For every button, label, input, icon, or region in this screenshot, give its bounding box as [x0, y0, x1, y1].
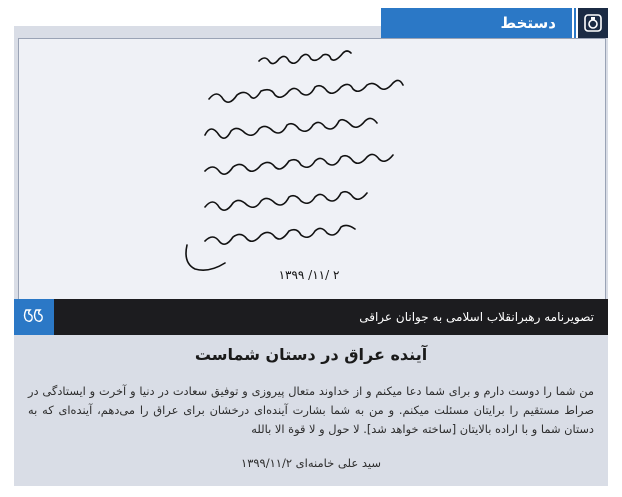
handwritten-date: ۱۳۹۹ /۱۱/ ۲ [278, 268, 340, 282]
ring-icon [578, 8, 608, 38]
article-title: آینده عراق در دستان شماست [194, 345, 428, 364]
quote-icon [14, 299, 54, 335]
caption-text: تصویرنامه رهبرانقلاب اسلامی به جوانان عراقی [359, 310, 594, 324]
handwriting-drawing [19, 39, 605, 299]
article-signature: سید علی خامنه‌ای ۱۳۹۹/۱۱/۲ [241, 456, 381, 470]
section-tab [381, 8, 608, 38]
tab-stripes [570, 8, 578, 38]
article-body: من شما را دوست دارم و برای شما دعا میکنم و از خداوند متعال پیروزی و توفیق سعادت در دنیا و آخرت و ایستادگی در صراط مستقیم را برایتان مسئلت میکنم. و من به شما بشارت آینده‌ای درخشان برای عراق را می‌دهم، آینده‌ای که به دستان شما و با اراده بالایتان [ساخته خواهد شد]. لا حول و لا قوة الا بالله [28, 384, 594, 436]
section-tab-label: دستخط [381, 8, 570, 38]
image-caption-bar [14, 299, 608, 335]
handwritten-letter-image [18, 38, 606, 300]
